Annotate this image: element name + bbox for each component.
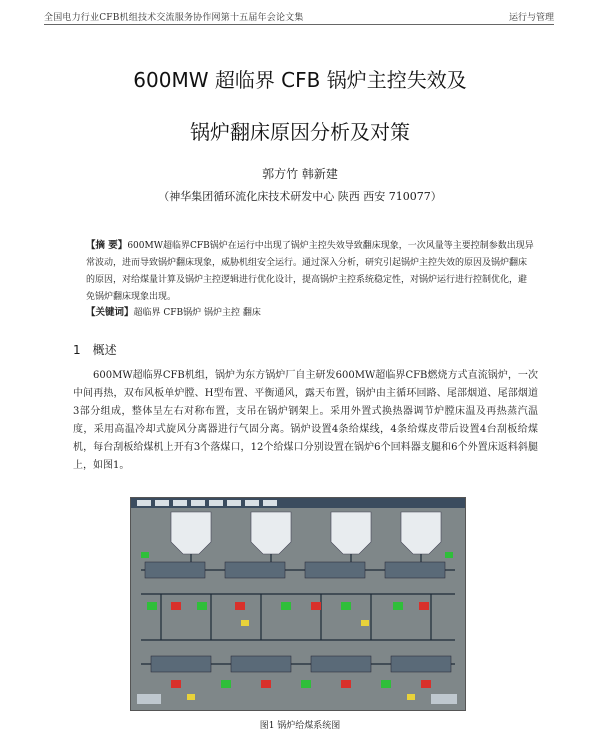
figure-caption: 图1 锅炉给煤系统图 bbox=[259, 721, 341, 731]
figure-boiler-feed-system bbox=[130, 497, 466, 711]
section-heading bbox=[73, 341, 129, 358]
body-paragraph: 600MW超临界CFB机组，锅炉为东方锅炉厂自主研发600MW超临界CFB燃烧方式直流锅炉，一次中间再热，双布风板单炉膛、H型布置、平衡通风，露天布置，锅炉由主循环回路、尾部烟道、尾部烟道3部分组成，整体呈左右对称布置，支吊在锅炉钢架上。采用外置式换热器调节炉膛床温及再热蒸汽温度，采用高温冷却式旋风分离器进行气固分离。锅炉设置4条给煤线，4条给煤皮带后设置4台刮板给煤机，每台刮板给煤机上开有3个落煤口，12个给煤口分别设置在锅炉6个回料器支腿和6个外置床返料斜腿上，如图1。 bbox=[73, 370, 538, 471]
section-number: 1 bbox=[73, 343, 81, 357]
abstract-text: 600MW超临界CFB锅炉在运行中出现了锅炉主控失效导致翻床现象，一次风量等主要控制参数出现异常波动，进而导致锅炉翻床现象，威胁机组安全运行。通过深入分析，研究引起锅炉主控失效的原因及锅炉翻床的原因，对给煤量计算及锅炉主控逻辑进行优化设计，提高锅炉主控系统稳定性，对锅炉运行进行控制优化，避免锅炉翻床现象出现。 bbox=[86, 241, 534, 302]
paper-title-line-2: 锅炉翻床原因分析及对策 bbox=[190, 120, 410, 144]
abstract-label: 【摘 要】 bbox=[86, 240, 128, 251]
header-left-text: 全国电力行业CFB机组技术交流服务协作网第十五届年会论文集 bbox=[44, 13, 304, 23]
keywords-label: 【关键词】 bbox=[86, 307, 134, 318]
keywords-text: 超临界 CFB锅炉 锅炉主控 翻床 bbox=[133, 308, 261, 318]
affiliation: （神华集团循环流化床技术研发中心 陕西 西安 710077） bbox=[158, 190, 442, 203]
running-header bbox=[44, 8, 554, 25]
header-right-text: 运行与管理 bbox=[508, 13, 554, 23]
abstract bbox=[86, 237, 534, 306]
authors: 郭方竹 韩新建 bbox=[262, 167, 338, 181]
section-title: 概述 bbox=[92, 343, 117, 357]
scada-diagram-graphic bbox=[131, 498, 465, 710]
keywords bbox=[86, 304, 534, 318]
paper-title-line-1: 600MW 超临界 CFB 锅炉主控失效及 bbox=[133, 68, 467, 92]
